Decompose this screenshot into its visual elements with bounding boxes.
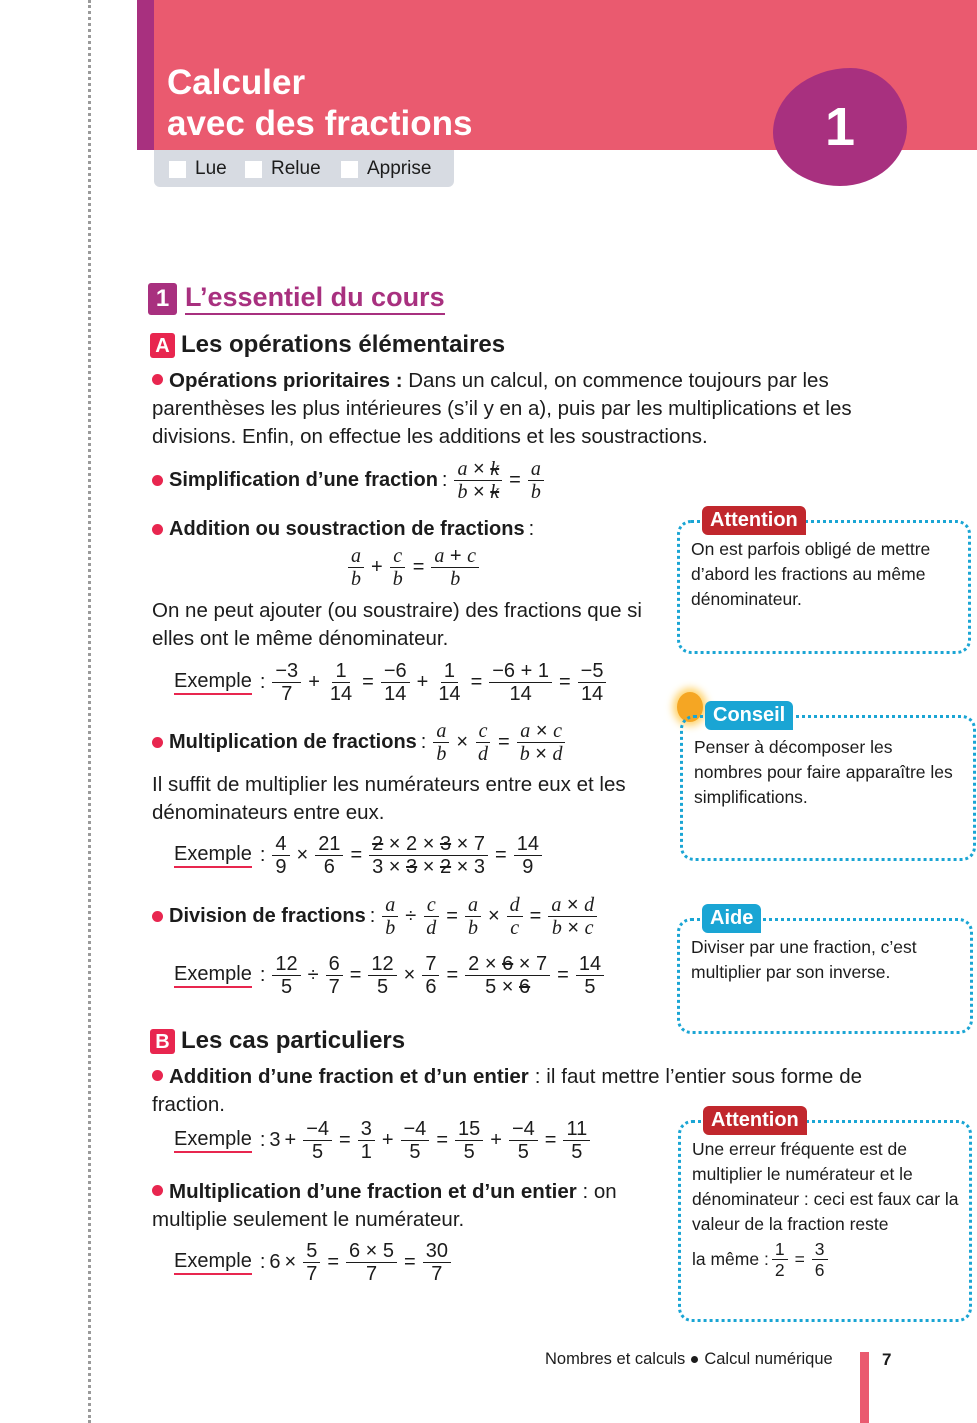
status-apprise[interactable]: Apprise [341,158,431,180]
addition-rule-label: Addition ou soustraction de fractions : [152,518,538,541]
separator-dot [691,1356,698,1363]
cut-line [88,0,91,1423]
reading-status-bar [154,150,454,187]
attention-box-2: Attention Une erreur fréquente est de multiplier le numérateur et le dénominateur : ceci est faux car la valeur de la fraction reste la même : $\frac{1}{2}$ = $\frac{3}{6}$ [678,1120,972,1322]
status-relue[interactable]: Relue [245,158,321,180]
chapter-number-badge: 1 [773,68,907,186]
add-integer-paragraph: Addition d’une fraction et d’un entier : il faut mettre l’entier sous forme de fraction. [152,1065,862,1116]
conseil-label: Conseil [705,701,793,730]
header-stripe [137,0,154,150]
bullet-icon [152,1185,163,1196]
addition-example: Exemple : $\frac{-3}{7}$ + $\frac{1}{14}$ = $\frac{-6}{14}$ + $\frac{1}{14}$ = $\frac{-6 + 1}{14}$ = $\frac{-5}{14}$ [174,660,609,705]
page-title: Calculer avec des fractions [167,63,473,143]
multiplication-paragraph: Il suffit de multiplier les numérateurs entre eux et les dénominateurs entre eux. [152,773,626,824]
section-heading: 1 L’essentiel du cours [148,282,445,315]
checkbox[interactable] [169,161,186,178]
attention-label: Attention [702,506,806,535]
bullet-icon [152,475,163,486]
multiplication-rule: Multiplication de fractions : $\frac{a}{b}$ × $\frac{c}{d}$ = $\frac{a \times c}{b \times d}$ [152,720,569,765]
division-example: Exemple : $\frac{12}{5}$ ÷ $\frac{6}{7}$ = $\frac{12}{5}$ × $\frac{7}{6}$ = $\frac{2 \times 6 \times 7}{5 \times 6}$ = $\frac{14}{5}$ [174,953,607,998]
checkbox[interactable] [245,161,262,178]
aide-label: Aide [702,904,761,933]
subsection-b-heading: B Les cas particuliers [150,1027,405,1055]
equal-fractions: la même : $\frac{1}{2}$ = $\frac{3}{6}$ [692,1239,961,1280]
addition-formula: $\frac{a}{b}$ + $\frac{c}{b}$ = $\frac{a + c}{b}$ [345,545,482,590]
multiplication-example: Exemple : $\frac{4}{9}$ × $\frac{21}{6}$ = $\frac{2 \times 2 \times 3 \times 7}{3 \times 3 \times 2 \times 3}$ = $\frac{14}{9}$ [174,833,545,878]
conseil-box: Conseil Penser à décomposer les nombres pour faire apparaître les simplifications. [680,715,976,861]
attention-box-1: Attention On est parfois obligé de mettre d’abord les fractions au même dénominateur. [677,520,971,654]
bullet-icon [152,524,163,535]
status-lue[interactable]: Lue [169,158,227,180]
bullet-icon [152,737,163,748]
addition-paragraph: On ne peut ajouter (ou soustraire) des fractions que si elles ont le même dénominateur. [152,599,642,650]
aide-box: Aide Diviser par une fraction, c’est multiplier par son inverse. [677,918,973,1034]
page-bar [860,1352,869,1423]
bullet-icon [152,911,163,922]
bullet-icon [152,1070,163,1081]
attention-label: Attention [703,1106,807,1135]
page-number: 7 [882,1350,892,1369]
bullet-icon [152,374,163,385]
subsection-a-heading: A Les opérations élémentaires [150,331,505,359]
division-rule: Division de fractions : $\frac{a}{b}$ ÷ $\frac{c}{d}$ = $\frac{a}{b}$ × $\frac{d}{c}$ = $\frac{a \times d}{b \times c}$ [152,894,600,939]
priority-paragraph: Opérations prioritaires : Dans un calcul, on commence toujours par les parenthèses les plus intérieures (s’il y en a), puis par les multiplications et les divisions. Enfin, on effectue les additions et les soustractions. [152,369,852,448]
mult-integer-example: Exemple : 6 × $\frac{5}{7}$ = $\frac{6 \times 5}{7}$ = $\frac{30}{7}$ [174,1240,454,1285]
add-integer-example: Exemple : 3 + $\frac{-4}{5}$ = $\frac{3}{1}$ + $\frac{-4}{5}$ = $\frac{15}{5}$ + $\frac{-4}{5}$ = $\frac{11}{5}$ [174,1118,593,1163]
mult-integer-paragraph: Multiplication d’une fraction et d’un entier : on multiplie seulement le numérateur. [152,1180,617,1231]
footer-breadcrumb: Nombres et calculs Calcul numérique [545,1350,833,1368]
simplification-rule: Simplification d’une fraction : $\frac{a \times k}{b \times k}$ = $\frac{a}{b}$ [152,458,547,503]
checkbox[interactable] [341,161,358,178]
